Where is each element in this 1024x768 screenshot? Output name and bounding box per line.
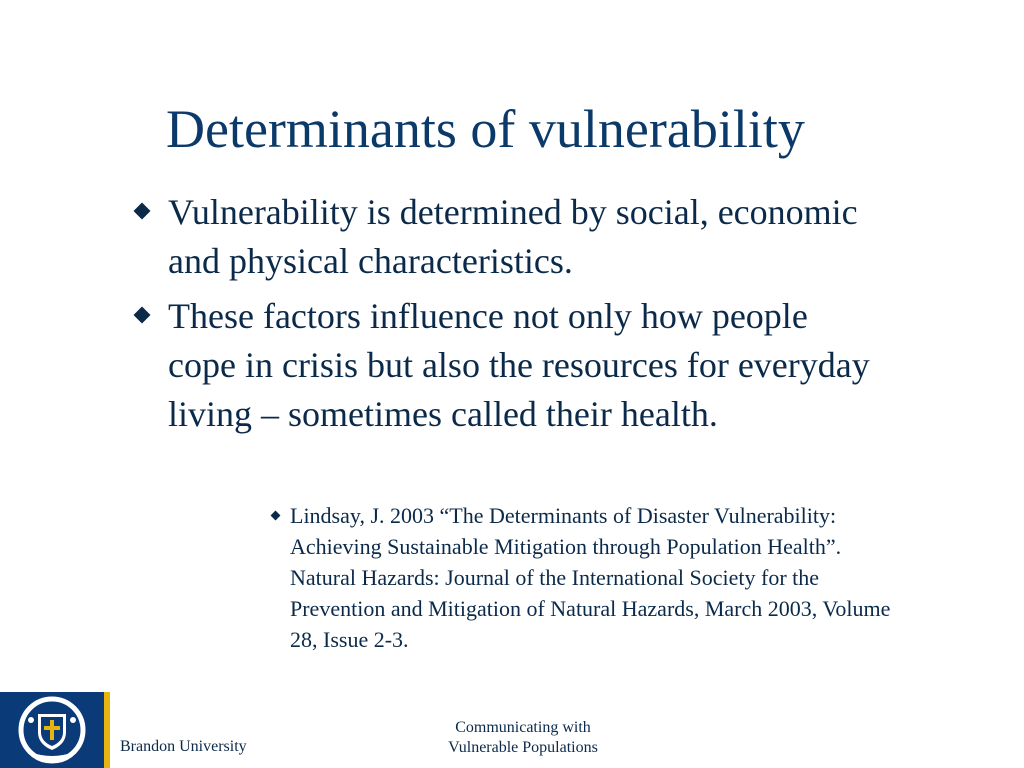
university-crest-icon [0,692,110,768]
footer-line: Communicating with [455,719,591,736]
slide-footer [0,692,1024,768]
bullet-text: Vulnerability is determined by social, economic and physical characteristics. [168,192,858,281]
bullet-text: These factors influence not only how people cope in crisis but also the resources for everyday living – sometimes called their health. [168,296,870,434]
footer-institution: Brandon University [120,738,247,755]
slide-title: Determinants of vulnerability [166,99,805,159]
footer-presentation-title [400,718,646,758]
reference-item [270,500,910,655]
bullet-list [130,188,870,445]
bullet-item [130,188,870,286]
bullet-item [130,292,870,439]
diamond-bullet-icon [134,307,151,324]
footer-line: Vulnerable Populations [448,739,598,756]
reference-text: Lindsay, J. 2003 “The Determinants of Disaster Vulnerability: Achieving Sustainable Mitigation through Population Health”. Natural Hazards: Journal of the International Society for the Prevention and Mitigation of Natural Hazards, March 2003, Volume 28, Issue 2-3. [290,503,891,652]
reference-list [270,500,910,655]
diamond-bullet-icon [134,203,151,220]
diamond-bullet-icon [271,511,281,521]
